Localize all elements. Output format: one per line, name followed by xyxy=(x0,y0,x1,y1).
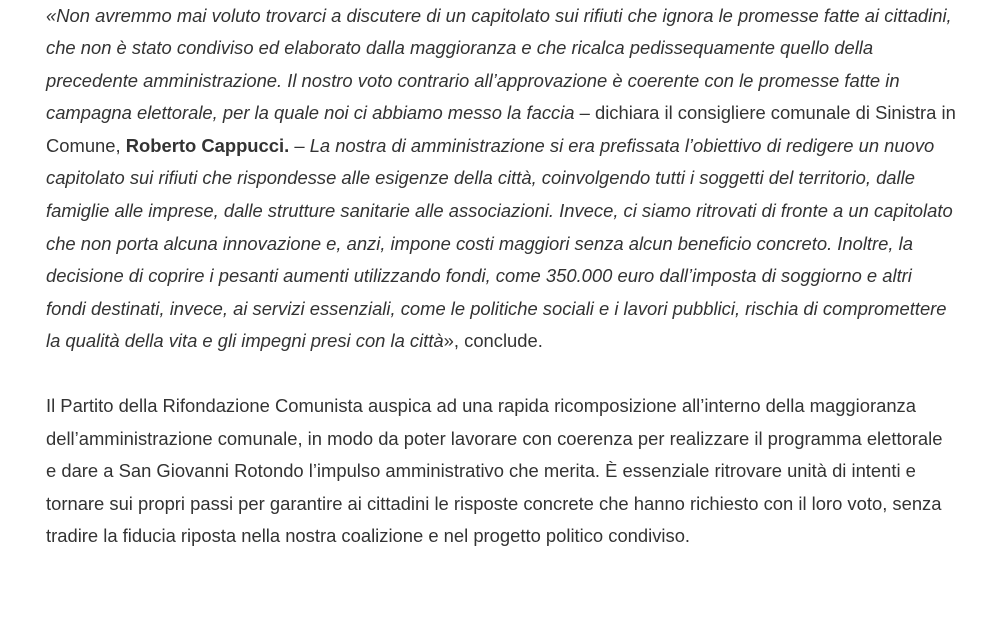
attribution-dash: – xyxy=(289,134,310,156)
speaker-name: Roberto Cappucci. xyxy=(125,134,290,156)
attribution-lead: – dichiara il consigliere comunale di Sinistra in Comune, xyxy=(46,102,956,156)
statement-paragraph: Il Partito della Rifondazione Comunista auspica ad una rapida ricomposizione all’interno della maggioranza dell’amministrazione comunale, in modo da poter lavorare con coerenza per realizzare il programma elettorale e dare a San Giovanni Rotondo l’impulso amministrativo che merita. È essenziale ritrovare unità di intenti e tornare sui propri passi per garantire ai cittadini le risposte concrete che hanno richiesto con il loro voto, senza tradire la fiducia riposta nella nostra coalizione e nel progetto politico condiviso. xyxy=(46,395,943,547)
quote-text-part1: «Non avremmo mai voluto trovarci a discutere di un capitolato sui rifiuti che ignora le promesse fatte ai cittadini, che non è stato condiviso ed elaborato dalla maggioranza e che ricalca pedissequamente quello della precedente amministrazione. Il nostro voto contrario all’approvazione è coerente con le promesse fatte in campagna elettorale, per la quale noi ci abbiamo messo la faccia xyxy=(46,4,952,124)
quote-closing: », conclude. xyxy=(443,330,543,352)
quote-paragraph xyxy=(46,0,956,358)
quote-text-part2: La nostra di amministrazione si era prefissata l’obiettivo di redigere un nuovo capitolato sui rifiuti che rispondesse alle esigenze della città, coinvolgendo tutti i soggetti del territorio, dalle famiglie alle imprese, dalle strutture sanitarie alle associazioni. Invece, ci siamo ritrovati di fronte a un capitolato che non porta alcuna innovazione e, anzi, impone costi maggiori senza alcun beneficio concreto. Inoltre, la decisione di coprire i pesanti aumenti utilizzando fondi, come 350.000 euro dall’imposta di soggiorno e altri fondi destinati, invece, ai servizi essenziali, come le politiche sociali e i lavori pubblici, rischia di compromettere la qualità della vita e gli impegni presi con la città xyxy=(46,134,953,352)
article-body xyxy=(46,0,956,553)
